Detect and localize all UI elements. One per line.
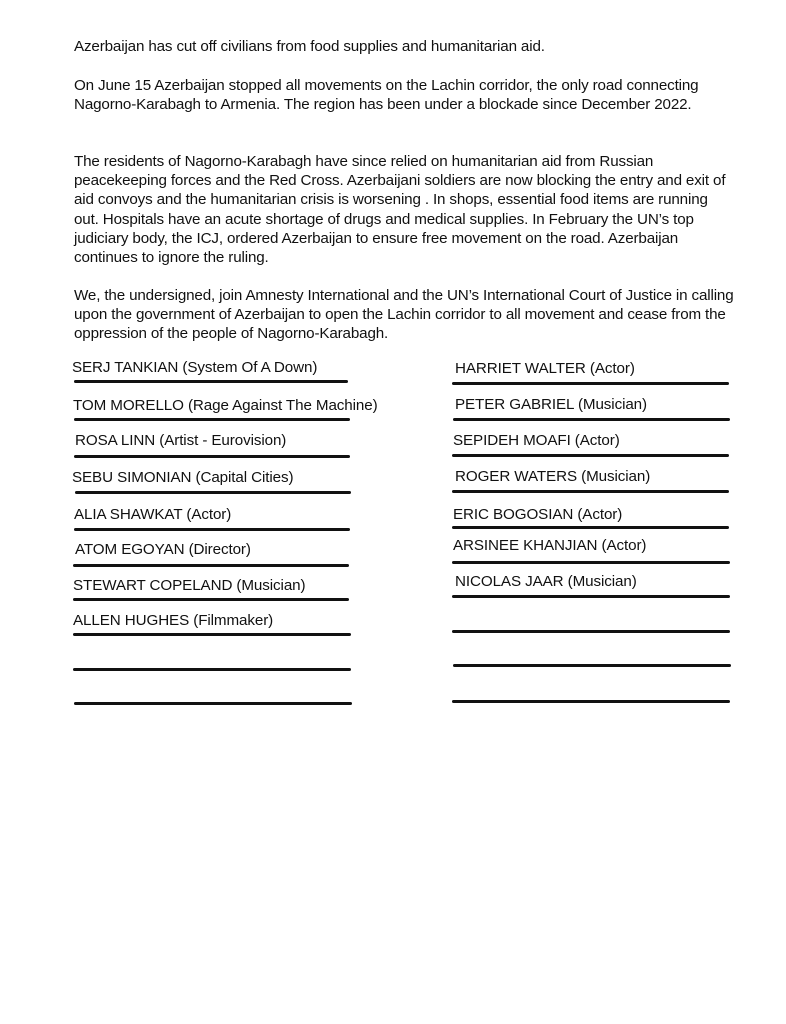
signature-line <box>452 561 730 564</box>
signatory-name: SERJ TANKIAN (System Of A Down) <box>72 359 318 376</box>
signatory-name: HARRIET WALTER (Actor) <box>455 360 635 377</box>
signatory-name: ROSA LINN (Artist - Eurovision) <box>75 432 287 449</box>
signatory-name: PETER GABRIEL (Musician) <box>455 396 647 413</box>
blank-signature-line <box>452 630 730 633</box>
blank-signature-line <box>453 664 731 667</box>
signature-line <box>73 598 349 601</box>
signature-line <box>74 380 348 383</box>
signatory-name: ATOM EGOYAN (Director) <box>75 541 251 558</box>
signatory-name: ALLEN HUGHES (Filmmaker) <box>73 612 274 629</box>
signature-line <box>453 418 730 421</box>
signature-line <box>452 595 730 598</box>
intro-paragraph: Azerbaijan has cut off civilians from food supplies and humanitarian aid. <box>74 38 545 55</box>
signature-line <box>74 418 350 421</box>
signatory-name: ROGER WATERS (Musician) <box>455 468 651 485</box>
signature-line <box>73 564 349 567</box>
signatory-name: SEPIDEH MOAFI (Actor) <box>453 432 620 449</box>
petition-statement: We, the undersigned, join Amnesty International and the UN’s International Court of Justice in calling upon the government of Azerbaijan to open the Lachin corridor to all movement and cease from the oppression of the people of Nagorno-Karabagh. <box>74 287 734 343</box>
signature-line <box>75 491 351 494</box>
signatory-name: SEBU SIMONIAN (Capital Cities) <box>72 469 294 486</box>
signature-line <box>452 526 729 529</box>
blank-signature-line <box>452 700 730 703</box>
signatory-name: TOM MORELLO (Rage Against The Machine) <box>73 397 378 414</box>
blockade-paragraph: On June 15 Azerbaijan stopped all movements on the Lachin corridor, the only road connecting Nagorno-Karabagh to Armenia. The region has been under a blockade since December 2022. <box>74 77 699 114</box>
signature-line <box>73 633 351 636</box>
signatory-name: ALIA SHAWKAT (Actor) <box>74 506 232 523</box>
signatory-name: NICOLAS JAAR (Musician) <box>455 573 637 590</box>
signature-line <box>74 528 350 531</box>
crisis-paragraph: The residents of Nagorno-Karabagh have since relied on humanitarian aid from Russian peacekeeping forces and the Red Cross. Azerbaijani soldiers are now blocking the entry and exit of aid convoys and the humanitarian crisis is worsening . In shops, essential food items are running out. Hospitals have an acute shortage of drugs and medical supplies. In February the UN’s top judiciary body, the ICJ, ordered Azerbaijan to ensure free movement on the road. Azerbaijan continues to ignore the ruling. <box>74 153 726 267</box>
signature-line <box>74 455 350 458</box>
signatory-name: ERIC BOGOSIAN (Actor) <box>453 506 623 523</box>
signatory-name: ARSINEE KHANJIAN (Actor) <box>453 537 647 554</box>
signature-line <box>452 382 729 385</box>
signature-line <box>452 490 729 493</box>
signature-line <box>452 454 729 457</box>
signatory-name: STEWART COPELAND (Musician) <box>73 577 306 594</box>
blank-signature-line <box>73 668 351 671</box>
blank-signature-line <box>74 702 352 705</box>
